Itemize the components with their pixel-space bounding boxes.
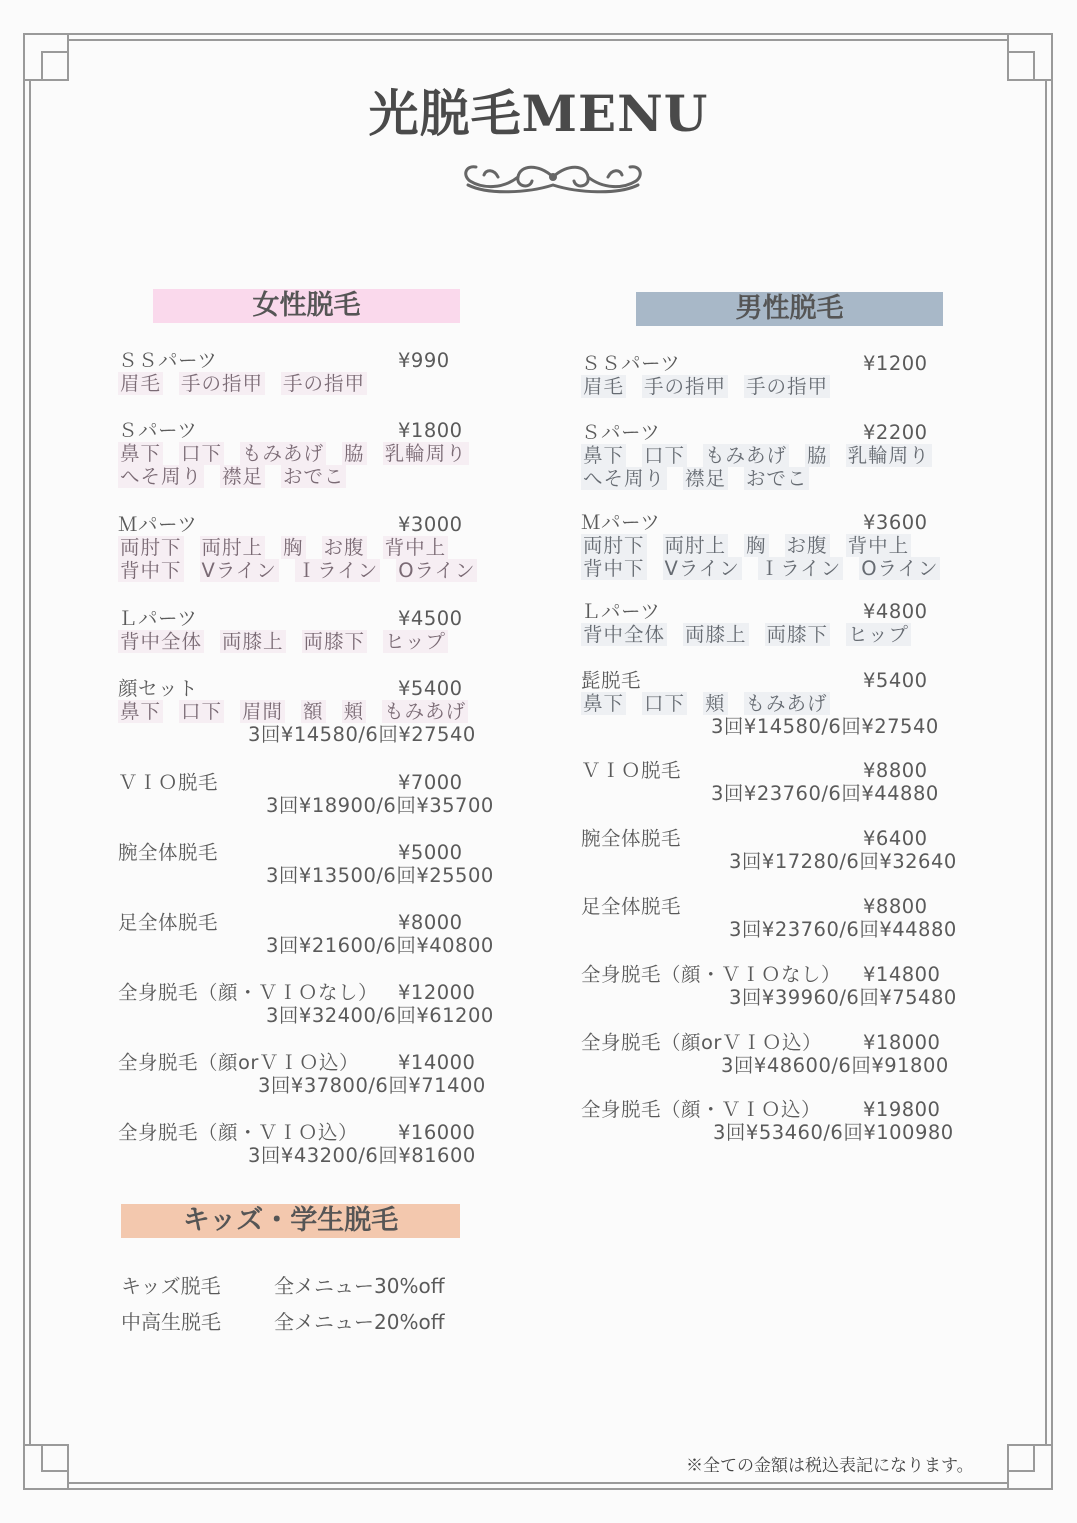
menu-item-name: ＶＩＯ脱毛 [118,771,219,794]
multi-session-price: 3回¥14580/6回¥27540 [248,723,476,746]
menu-item-price: ¥12000 [398,981,476,1004]
menu-item-name: 全身脱毛（顔・ＶＩＯ込） [581,1098,822,1121]
kids-row-discount: 全メニュー30%off [274,1274,445,1298]
body-parts-list [581,623,927,646]
body-parts-list [118,372,383,395]
body-part-tag: 眉毛 [583,375,625,398]
menu-item-name: 顔セット [118,677,199,700]
menu-item-price: ¥5000 [398,841,463,864]
menu-item-price: ¥4800 [863,600,928,623]
menu-item [581,352,928,398]
body-part-tag: 鼻下 [583,692,625,715]
menu-item-name: 足全体脱毛 [118,911,219,934]
multi-session-price: 3回¥39960/6回¥75480 [729,986,957,1009]
body-part-tag: 背中上 [847,534,910,557]
body-part-tag: 眉間 [242,700,284,723]
tax-note: ※全ての金額は税込表記になります。 [686,1456,974,1476]
body-part-tag: 口下 [644,692,686,715]
menu-item-name: 全身脱毛（顔・ＶＩＯなし） [118,981,379,1004]
menu-item [118,607,464,653]
menu-item-price: ¥7000 [398,771,463,794]
body-part-tag: Vライン [664,557,740,580]
body-part-tag: 額 [303,700,324,723]
menu-item-name: 全身脱毛（顔・ＶＩＯなし） [581,963,842,986]
body-part-tag: 口下 [644,444,686,467]
body-parts-list [581,534,956,557]
student-row-discount: 全メニュー20%off [274,1310,445,1334]
male-section-header: 男性脱毛 [636,292,943,326]
multi-session-price: 3回¥17280/6回¥32640 [729,850,957,873]
menu-item-name: 全身脱毛（顔orＶＩＯ込） [581,1031,822,1054]
menu-item-name: Ｓパーツ [581,421,661,444]
menu-item [581,421,948,490]
body-part-tag: 両肘下 [583,534,645,557]
multi-session-price: 3回¥14580/6回¥27540 [711,715,939,738]
multi-session-price: 3回¥37800/6回¥71400 [258,1074,486,1097]
menu-item-price: ¥19800 [863,1098,941,1121]
female-section-header: 女性脱毛 [153,289,460,323]
menu-item-name: 全身脱毛（顔・ＶＩＯ込） [118,1121,359,1144]
body-part-tag: 手の指甲 [644,375,727,398]
menu-item-price: ¥3600 [863,511,928,534]
body-part-tag: Vライン [201,559,277,582]
menu-item-name: Ｌパーツ [581,600,661,623]
menu-item-price: ¥5400 [398,677,463,700]
body-part-tag: おでこ [746,467,808,490]
body-part-tag: 背中下 [120,559,182,582]
body-part-tag: Oライン [398,559,476,582]
body-part-tag: 両膝下 [766,623,829,646]
body-part-tag: 口下 [181,700,223,723]
menu-item-price: ¥6400 [863,827,928,850]
multi-session-price: 3回¥23760/6回¥44880 [729,918,957,941]
student-row-name: 中高生脱毛 [121,1310,221,1334]
body-part-tag: 背中全体 [120,630,203,653]
menu-item-price: ¥990 [398,349,450,372]
body-part-tag: 眉毛 [120,372,162,395]
body-part-tag: お腹 [323,536,365,559]
body-part-tag: もみあげ [745,692,828,715]
body-part-tag: 頬 [705,692,726,715]
menu-item-price: ¥8800 [863,895,928,918]
body-part-tag: 手の指甲 [746,375,829,398]
body-part-tag: 両肘下 [120,536,182,559]
flourish-ornament-icon [458,155,648,201]
menu-item-name: 足全体脱毛 [581,895,682,918]
menu-item-price: ¥3000 [398,513,463,536]
multi-session-price: 3回¥18900/6回¥35700 [266,794,494,817]
body-part-tag: 襟足 [222,465,264,488]
menu-item-price: ¥18000 [863,1031,941,1054]
body-part-tag: もみあげ [242,442,325,465]
kids-section-header: キッズ・学生脱毛 [121,1204,460,1238]
multi-session-price: 3回¥21600/6回¥40800 [266,934,494,957]
body-part-tag: 胸 [746,534,767,557]
body-part-tag: 両肘上 [664,534,727,557]
menu-item-price: ¥5400 [863,669,928,692]
menu-item-price: ¥8800 [863,759,928,782]
body-part-tag: もみあげ [384,700,467,723]
kids-row-name: キッズ脱毛 [121,1274,221,1298]
body-part-tag: 両肘上 [201,536,264,559]
menu-item-name: ＳＳパーツ [118,349,218,372]
body-parts-list [581,557,956,580]
menu-item-price: ¥1800 [398,419,463,442]
menu-item [581,511,956,580]
body-part-tag: お腹 [786,534,828,557]
body-part-tag: 頬 [343,700,365,723]
menu-item-name: 全身脱毛（顔orＶＩＯ込） [118,1051,359,1074]
multi-session-price: 3回¥48600/6回¥91800 [721,1054,949,1077]
menu-item [118,349,450,395]
body-parts-list [118,630,464,653]
menu-item-name: 腕全体脱毛 [581,827,682,850]
body-part-tag: 両膝上 [222,630,284,653]
menu-item-price: ¥14000 [398,1051,476,1074]
body-parts-list [581,467,948,490]
menu-item-price: ¥16000 [398,1121,476,1144]
menu-item-price: ¥2200 [863,421,928,444]
body-part-tag: 背中下 [583,557,645,580]
body-parts-list [118,442,485,465]
body-part-tag: へそ周り [120,465,203,488]
body-part-tag: 両膝下 [303,630,366,653]
menu-item-price: ¥8000 [398,911,463,934]
body-parts-list [118,536,493,559]
menu-item-name: Ｓパーツ [118,419,198,442]
menu-item-price: ¥14800 [863,963,941,986]
menu-item-name: Ｍパーツ [581,511,661,534]
body-part-tag: 乳輪周り [384,442,467,465]
body-part-tag: 鼻下 [583,444,625,467]
body-part-tag: Oライン [861,557,939,580]
body-part-tag: ヒップ [848,623,909,646]
body-parts-list [581,692,846,715]
menu-item-price: ¥4500 [398,607,463,630]
body-part-tag: 手の指甲 [283,372,366,395]
body-part-tag: 背中全体 [583,623,666,646]
body-part-tag: 脇 [807,444,828,467]
body-parts-list [581,375,846,398]
body-parts-list [118,465,485,488]
body-part-tag: Ｉライン [296,559,379,582]
body-parts-list [118,559,493,582]
page-title: 光脱毛MENU [368,84,709,143]
body-parts-list [581,444,948,467]
body-part-tag: 胸 [283,536,304,559]
menu-item [581,600,927,646]
body-part-tag: 鼻下 [120,442,162,465]
multi-session-price: 3回¥13500/6回¥25500 [266,864,494,887]
body-part-tag: ヒップ [385,630,446,653]
body-parts-list [118,700,484,723]
multi-session-price: 3回¥53460/6回¥100980 [713,1121,954,1144]
body-part-tag: 鼻下 [120,700,162,723]
menu-item-name: 髭脱毛 [581,669,642,692]
multi-session-price: 3回¥43200/6回¥81600 [248,1144,476,1167]
multi-session-price: 3回¥32400/6回¥61200 [266,1004,494,1027]
menu-item-name: Ｍパーツ [118,513,198,536]
body-part-tag: おでこ [283,465,345,488]
menu-item-price: ¥1200 [863,352,928,375]
menu-item-name: ＶＩＯ脱毛 [581,759,682,782]
body-part-tag: へそ周り [583,467,666,490]
menu-item [118,677,484,746]
body-part-tag: 背中上 [384,536,447,559]
body-part-tag: 手の指甲 [181,372,264,395]
body-part-tag: 乳輪周り [847,444,930,467]
multi-session-price: 3回¥23760/6回¥44880 [711,782,939,805]
menu-item-name: 腕全体脱毛 [118,841,219,864]
body-part-tag: 口下 [181,442,223,465]
menu-item-name: Ｌパーツ [118,607,198,630]
body-part-tag: もみあげ [705,444,788,467]
body-part-tag: 襟足 [685,467,727,490]
body-part-tag: 脇 [344,442,365,465]
menu-item [118,513,493,582]
menu-item [118,419,485,488]
menu-item-name: ＳＳパーツ [581,352,681,375]
body-part-tag: Ｉライン [759,557,842,580]
body-part-tag: 両膝上 [685,623,747,646]
menu-item [581,669,939,738]
